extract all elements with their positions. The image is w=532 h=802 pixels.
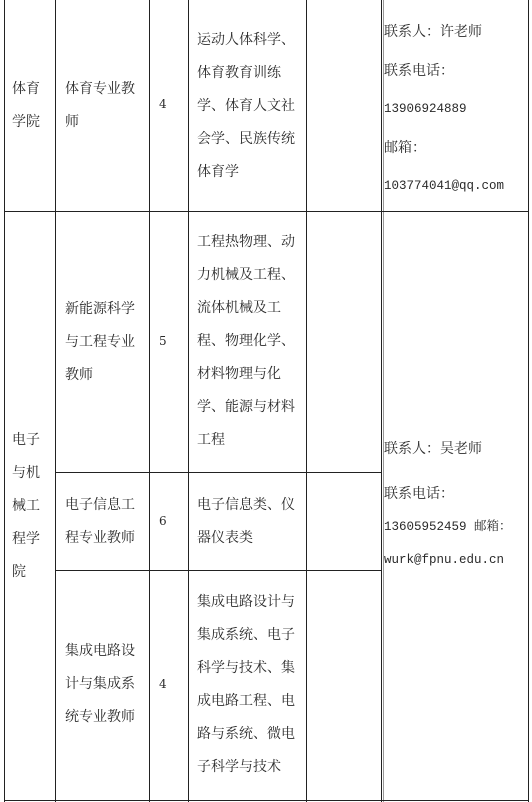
- majors-cell: [197, 226, 305, 457]
- major-line: 会学、民族传统: [197, 131, 295, 147]
- college-name-line: 学院: [12, 114, 40, 130]
- contact-phone: 13906924889: [384, 102, 467, 116]
- headcount-cell: 6: [159, 514, 167, 528]
- major-line: 体育学: [197, 164, 239, 180]
- college-name-line: 电子: [12, 432, 40, 448]
- grid-line: [4, 0, 5, 802]
- contact-cell: [384, 13, 527, 206]
- major-line: 材料物理与化: [197, 366, 281, 382]
- position-title-line: 师: [65, 114, 79, 130]
- headcount-cell: 4: [159, 677, 167, 691]
- grid-line: [306, 0, 307, 802]
- contact-email: wurk@fpnu.edu.cn: [384, 553, 505, 567]
- major-line: 子科学与技术: [197, 759, 281, 775]
- major-line: 学、能源与材料: [197, 399, 295, 415]
- contact-phone-and-email-label: 13605952459 邮箱：: [384, 520, 512, 534]
- grid-line: [381, 0, 382, 802]
- position-title-line: 集成电路设: [65, 643, 135, 659]
- major-line: 路与系统、微电: [197, 726, 295, 742]
- position-title-line: 统专业教师: [65, 709, 135, 725]
- contact-email-label: 邮箱：: [384, 139, 426, 156]
- grid-line: [55, 570, 382, 571]
- major-line: 学、体育人文社: [197, 98, 295, 114]
- college-cell: [12, 73, 52, 139]
- major-line: 力机械及工程、: [197, 267, 295, 283]
- position-title-line: 体育专业教: [65, 81, 135, 97]
- contact-phone-label: 联系电话：: [384, 62, 454, 79]
- major-line: 集成系统、电子: [197, 627, 295, 643]
- major-line: 程、物理化学、: [197, 333, 295, 349]
- major-line: 工程热物理、动: [197, 234, 295, 250]
- position-title-line: 新能源科学: [65, 301, 135, 317]
- major-line: 科学与技术、集: [197, 660, 295, 676]
- grid-line: [188, 0, 189, 802]
- contact-person: 联系人：吴老师: [384, 441, 482, 457]
- major-line: 流体机械及工: [197, 300, 281, 316]
- major-line: 电子信息类、仪: [197, 497, 295, 513]
- headcount-cell: 4: [159, 97, 167, 111]
- major-line: 器仪表类: [197, 530, 253, 546]
- position-title-line: 与工程专业: [65, 334, 135, 350]
- college-name-line: 院: [12, 564, 26, 580]
- major-line: 体育教育训练: [197, 65, 281, 81]
- position-title-cell: [65, 293, 149, 392]
- grid-line: [4, 211, 529, 212]
- contact-email: 103774041@qq.com: [384, 179, 505, 193]
- grid-line: [149, 0, 150, 802]
- majors-cell: [197, 489, 305, 555]
- position-title-line: 电子信息工: [65, 497, 135, 513]
- contact-cell: [384, 433, 529, 577]
- position-title-line: 教师: [65, 367, 93, 383]
- major-line: 工程: [197, 432, 225, 448]
- position-title-cell: [65, 489, 149, 555]
- college-name-line: 程学: [12, 531, 40, 547]
- major-line: 集成电路设计与: [197, 594, 295, 610]
- position-title-cell: [65, 73, 145, 139]
- position-title-line: 计与集成系: [65, 676, 135, 692]
- college-name-line: 械工: [12, 498, 40, 514]
- position-title-line: 程专业教师: [65, 530, 135, 546]
- contact-phone-label: 联系电话：: [384, 486, 454, 502]
- majors-cell: [197, 24, 305, 189]
- major-line: 运动人体科学、: [197, 32, 295, 48]
- contact-person: 联系人：许老师: [384, 24, 482, 40]
- grid-line: [528, 0, 529, 802]
- college-cell: [12, 424, 52, 589]
- grid-line: [55, 0, 56, 802]
- grid-line: [55, 472, 382, 473]
- position-title-cell: [65, 635, 149, 734]
- college-name-line: 体育: [12, 81, 40, 97]
- headcount-cell: 5: [159, 334, 167, 348]
- major-line: 成电路工程、电: [197, 693, 295, 709]
- college-name-line: 与机: [12, 465, 40, 481]
- grid-line: [4, 800, 529, 801]
- majors-cell: [197, 586, 305, 784]
